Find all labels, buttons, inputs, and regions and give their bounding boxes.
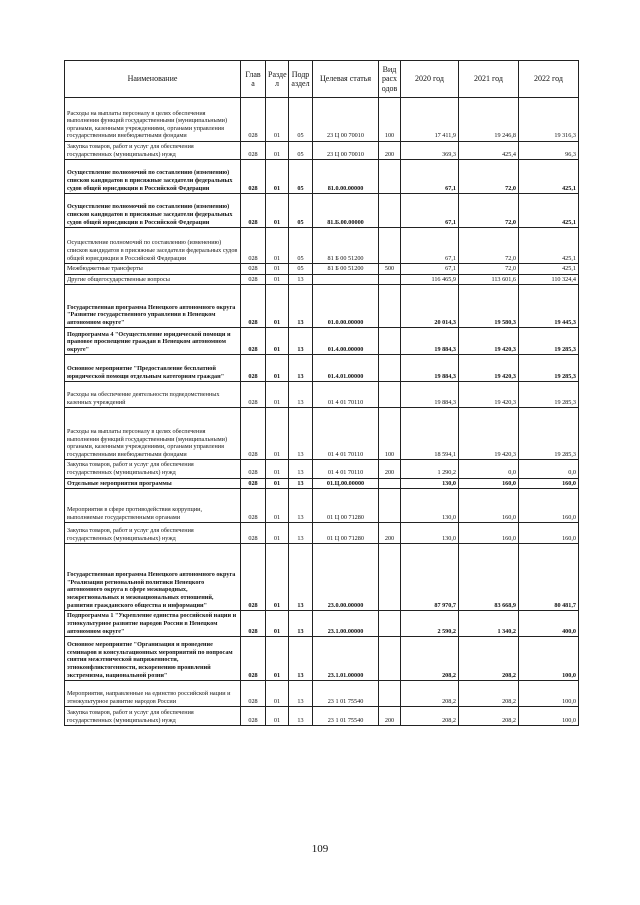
row-value-2020: 87 970,7 bbox=[401, 544, 459, 611]
row-name: Закупка товаров, работ и услуг для обеспечения государственных (муниципальных) нужд bbox=[65, 460, 241, 478]
row-value-2021: 72,0 bbox=[459, 194, 519, 228]
row-glav: 028 bbox=[241, 408, 266, 460]
row-article: 23.1.01.00000 bbox=[313, 637, 379, 681]
row-podrazdel: 05 bbox=[289, 142, 313, 160]
row-vid bbox=[379, 478, 401, 489]
row-value-2021: 72,0 bbox=[459, 160, 519, 194]
row-name: Расходы на выплаты персоналу в целях обеспечения выполнения функций государственными (муниципальными) органами, казенными учреждениями, органами управления государственными внебюджетными фондами bbox=[65, 98, 241, 142]
header-article: Целевая статья bbox=[313, 61, 379, 98]
row-podrazdel: 13 bbox=[289, 408, 313, 460]
row-name: Закупка товаров, работ и услуг для обеспечения государственных (муниципальных) нужд bbox=[65, 523, 241, 544]
row-article: 23.1.00.00000 bbox=[313, 611, 379, 637]
row-razdel: 01 bbox=[266, 274, 289, 285]
table-row bbox=[65, 228, 579, 264]
row-article: 81 Б 00 51200 bbox=[313, 228, 379, 264]
row-vid bbox=[379, 637, 401, 681]
row-value-2022: 160,0 bbox=[519, 478, 579, 489]
row-vid: 100 bbox=[379, 98, 401, 142]
row-razdel: 01 bbox=[266, 681, 289, 707]
table-row bbox=[65, 707, 579, 726]
row-glav: 028 bbox=[241, 98, 266, 142]
row-podrazdel: 13 bbox=[289, 681, 313, 707]
row-value-2020: 2 590,2 bbox=[401, 611, 459, 637]
row-podrazdel: 05 bbox=[289, 98, 313, 142]
row-article: 23 1 01 75540 bbox=[313, 681, 379, 707]
row-value-2022: 160,0 bbox=[519, 523, 579, 544]
table-row bbox=[65, 160, 579, 194]
row-razdel: 01 bbox=[266, 285, 289, 328]
row-article: 81.0.00.00000 bbox=[313, 160, 379, 194]
row-value-2022: 425,1 bbox=[519, 228, 579, 264]
row-name: Межбюджетные трансферты bbox=[65, 264, 241, 275]
row-vid bbox=[379, 285, 401, 328]
row-value-2020: 1 290,2 bbox=[401, 460, 459, 478]
table-row bbox=[65, 681, 579, 707]
table-row bbox=[65, 264, 579, 275]
row-value-2022: 100,0 bbox=[519, 637, 579, 681]
row-glav: 028 bbox=[241, 228, 266, 264]
row-article: 23 Ц 00 70010 bbox=[313, 98, 379, 142]
row-value-2022: 19 285,3 bbox=[519, 408, 579, 460]
header-name: Наименование bbox=[65, 61, 241, 98]
row-razdel: 01 bbox=[266, 544, 289, 611]
row-article: 81.Б.00.00000 bbox=[313, 194, 379, 228]
row-podrazdel: 13 bbox=[289, 355, 313, 382]
row-podrazdel: 13 bbox=[289, 707, 313, 726]
row-value-2021: 19 420,3 bbox=[459, 328, 519, 355]
row-vid: 100 bbox=[379, 408, 401, 460]
row-vid bbox=[379, 228, 401, 264]
row-razdel: 01 bbox=[266, 611, 289, 637]
row-razdel: 01 bbox=[266, 408, 289, 460]
row-glav: 028 bbox=[241, 544, 266, 611]
row-podrazdel: 13 bbox=[289, 637, 313, 681]
row-article: 01.4.00.00000 bbox=[313, 328, 379, 355]
row-vid bbox=[379, 681, 401, 707]
table-row bbox=[65, 637, 579, 681]
row-value-2022: 0,0 bbox=[519, 460, 579, 478]
row-value-2022: 160,0 bbox=[519, 489, 579, 523]
row-name: Подпрограмма 4 "Осуществление юридической помощи и правовое просвещение граждан в Ненецком автономном округе" bbox=[65, 328, 241, 355]
row-value-2022: 19 285,3 bbox=[519, 382, 579, 408]
row-razdel: 01 bbox=[266, 328, 289, 355]
row-value-2021: 19 420,3 bbox=[459, 355, 519, 382]
row-value-2022: 425,1 bbox=[519, 194, 579, 228]
row-glav: 028 bbox=[241, 160, 266, 194]
row-glav: 028 bbox=[241, 328, 266, 355]
row-article: 23.0.00.00000 bbox=[313, 544, 379, 611]
row-vid: 500 bbox=[379, 264, 401, 275]
row-name: Государственная программа Ненецкого автономного округа "Развитие государственного управления в Ненецком автономном округе" bbox=[65, 285, 241, 328]
row-value-2020: 369,3 bbox=[401, 142, 459, 160]
row-article: 01 Ц 00 71280 bbox=[313, 489, 379, 523]
row-value-2020: 67,1 bbox=[401, 194, 459, 228]
row-podrazdel: 13 bbox=[289, 544, 313, 611]
row-value-2021: 19 420,3 bbox=[459, 382, 519, 408]
row-value-2022: 80 481,7 bbox=[519, 544, 579, 611]
row-value-2021: 425,4 bbox=[459, 142, 519, 160]
row-vid: 200 bbox=[379, 523, 401, 544]
row-podrazdel: 13 bbox=[289, 489, 313, 523]
row-razdel: 01 bbox=[266, 523, 289, 544]
row-value-2022: 100,0 bbox=[519, 681, 579, 707]
row-value-2021: 160,0 bbox=[459, 478, 519, 489]
row-razdel: 01 bbox=[266, 98, 289, 142]
row-name: Мероприятия, направленные на единство российской нации и этнокультурное развитие народов России bbox=[65, 681, 241, 707]
row-glav: 028 bbox=[241, 523, 266, 544]
row-value-2020: 208,2 bbox=[401, 681, 459, 707]
row-razdel: 01 bbox=[266, 478, 289, 489]
budget-table-container bbox=[64, 60, 578, 726]
row-vid: 200 bbox=[379, 460, 401, 478]
header-2020: 2020 год bbox=[401, 61, 459, 98]
row-vid bbox=[379, 489, 401, 523]
row-podrazdel: 13 bbox=[289, 274, 313, 285]
row-name: Закупка товаров, работ и услуг для обеспечения государственных (муниципальных) нужд bbox=[65, 707, 241, 726]
row-value-2020: 67,1 bbox=[401, 228, 459, 264]
row-value-2021: 208,2 bbox=[459, 681, 519, 707]
row-value-2021: 160,0 bbox=[459, 489, 519, 523]
row-name: Другие общегосударственные вопросы bbox=[65, 274, 241, 285]
row-glav: 028 bbox=[241, 460, 266, 478]
row-razdel: 01 bbox=[266, 489, 289, 523]
row-value-2022: 19 285,3 bbox=[519, 328, 579, 355]
row-value-2022: 96,3 bbox=[519, 142, 579, 160]
row-value-2021: 19 246,8 bbox=[459, 98, 519, 142]
row-value-2022: 19 285,3 bbox=[519, 355, 579, 382]
row-podrazdel: 13 bbox=[289, 328, 313, 355]
table-row bbox=[65, 611, 579, 637]
row-value-2021: 160,0 bbox=[459, 523, 519, 544]
header-vid: Вид расх одов bbox=[379, 61, 401, 98]
row-value-2020: 208,2 bbox=[401, 707, 459, 726]
row-value-2020: 67,1 bbox=[401, 160, 459, 194]
row-article: 23 1 01 75540 bbox=[313, 707, 379, 726]
row-podrazdel: 05 bbox=[289, 160, 313, 194]
table-row bbox=[65, 382, 579, 408]
row-vid bbox=[379, 194, 401, 228]
row-podrazdel: 13 bbox=[289, 285, 313, 328]
row-razdel: 01 bbox=[266, 460, 289, 478]
row-name: Государственная программа Ненецкого автономного округа "Реализация региональной политики Ненецкого автономного округа в сфере межнародных, межрегиональных и межнациональных отношений, развития гражданского общества и информации" bbox=[65, 544, 241, 611]
row-podrazdel: 05 bbox=[289, 264, 313, 275]
row-value-2021: 1 340,2 bbox=[459, 611, 519, 637]
row-vid: 200 bbox=[379, 707, 401, 726]
row-glav: 028 bbox=[241, 264, 266, 275]
row-value-2021: 113 601,6 bbox=[459, 274, 519, 285]
table-row bbox=[65, 408, 579, 460]
row-value-2021: 208,2 bbox=[459, 637, 519, 681]
row-razdel: 01 bbox=[266, 707, 289, 726]
row-glav: 028 bbox=[241, 611, 266, 637]
row-podrazdel: 05 bbox=[289, 228, 313, 264]
table-body bbox=[65, 98, 579, 726]
table-row bbox=[65, 478, 579, 489]
row-value-2022: 425,1 bbox=[519, 264, 579, 275]
row-value-2022: 19 445,3 bbox=[519, 285, 579, 328]
row-razdel: 01 bbox=[266, 142, 289, 160]
table-row bbox=[65, 328, 579, 355]
row-vid bbox=[379, 328, 401, 355]
row-name: Отдельные мероприятия программы bbox=[65, 478, 241, 489]
row-glav: 028 bbox=[241, 142, 266, 160]
row-razdel: 01 bbox=[266, 355, 289, 382]
row-glav: 028 bbox=[241, 707, 266, 726]
row-article: 01.4.01.00000 bbox=[313, 355, 379, 382]
row-razdel: 01 bbox=[266, 194, 289, 228]
budget-table bbox=[64, 60, 579, 726]
row-article: 01 4 01 70110 bbox=[313, 460, 379, 478]
row-name: Осуществление полномочий по составлению (изменению) списков кандидатов в присяжные заседатели федеральных судов общей юрисдикции в Российской Федерации bbox=[65, 194, 241, 228]
row-podrazdel: 13 bbox=[289, 523, 313, 544]
row-value-2020: 17 411,9 bbox=[401, 98, 459, 142]
row-glav: 028 bbox=[241, 489, 266, 523]
row-podrazdel: 13 bbox=[289, 478, 313, 489]
row-name: Основное мероприятие "Предоставление бесплатной юридической помощи отдельным категориям граждан" bbox=[65, 355, 241, 382]
table-row bbox=[65, 489, 579, 523]
row-value-2022: 19 316,3 bbox=[519, 98, 579, 142]
row-value-2021: 72,0 bbox=[459, 264, 519, 275]
row-value-2020: 130,0 bbox=[401, 523, 459, 544]
row-name: Расходы на выплаты персоналу в целях обеспечения выполнения функций государственными (муниципальными) органами, казенными учреждениями, органами управления государственными внебюджетными фондами bbox=[65, 408, 241, 460]
row-value-2020: 67,1 bbox=[401, 264, 459, 275]
row-name: Закупка товаров, работ и услуг для обеспечения государственных (муниципальных) нужд bbox=[65, 142, 241, 160]
row-value-2020: 130,0 bbox=[401, 489, 459, 523]
row-article bbox=[313, 274, 379, 285]
row-glav: 028 bbox=[241, 637, 266, 681]
row-glav: 028 bbox=[241, 681, 266, 707]
row-value-2020: 20 014,3 bbox=[401, 285, 459, 328]
table-header-row bbox=[65, 61, 579, 98]
row-value-2022: 100,0 bbox=[519, 707, 579, 726]
row-razdel: 01 bbox=[266, 637, 289, 681]
row-value-2021: 0,0 bbox=[459, 460, 519, 478]
table-row bbox=[65, 523, 579, 544]
row-vid bbox=[379, 382, 401, 408]
header-podrazdel: Подр аздел bbox=[289, 61, 313, 98]
row-podrazdel: 13 bbox=[289, 382, 313, 408]
row-razdel: 01 bbox=[266, 264, 289, 275]
row-value-2022: 400,0 bbox=[519, 611, 579, 637]
header-2021: 2021 год bbox=[459, 61, 519, 98]
row-value-2020: 19 884,3 bbox=[401, 382, 459, 408]
row-value-2020: 208,2 bbox=[401, 637, 459, 681]
row-value-2021: 19 420,3 bbox=[459, 408, 519, 460]
row-razdel: 01 bbox=[266, 382, 289, 408]
row-value-2022: 110 324,4 bbox=[519, 274, 579, 285]
row-glav: 028 bbox=[241, 382, 266, 408]
row-podrazdel: 13 bbox=[289, 611, 313, 637]
row-vid bbox=[379, 274, 401, 285]
row-vid bbox=[379, 355, 401, 382]
row-glav: 028 bbox=[241, 274, 266, 285]
table-row bbox=[65, 142, 579, 160]
table-row bbox=[65, 544, 579, 611]
row-value-2020: 19 884,3 bbox=[401, 355, 459, 382]
row-article: 01.Ц.00.00000 bbox=[313, 478, 379, 489]
header-razdel: Разде л bbox=[266, 61, 289, 98]
page-number: 109 bbox=[311, 843, 329, 855]
row-value-2021: 208,2 bbox=[459, 707, 519, 726]
row-vid bbox=[379, 160, 401, 194]
row-value-2020: 116 465,9 bbox=[401, 274, 459, 285]
row-article: 81 Б 00 51200 bbox=[313, 264, 379, 275]
row-value-2022: 425,1 bbox=[519, 160, 579, 194]
row-article: 01 4 01 70110 bbox=[313, 382, 379, 408]
row-value-2020: 130,0 bbox=[401, 478, 459, 489]
row-value-2020: 19 884,3 bbox=[401, 328, 459, 355]
row-podrazdel: 05 bbox=[289, 194, 313, 228]
table-row bbox=[65, 355, 579, 382]
row-name: Основное мероприятие "Организация и проведение семинаров и консультационных мероприятий по вопросам снятия межэтнической напряженности, этноконфликтогенности, искоренению проявлений экстремизма, национальной розни" bbox=[65, 637, 241, 681]
row-name: Осуществление полномочий по составлению (изменению) списков кандидатов в присяжные заседатели федеральных судов общей юрисдикции в Российской Федерации bbox=[65, 228, 241, 264]
row-name: Мероприятия в сфере противодействия коррупции, выполняемые государственными органами bbox=[65, 489, 241, 523]
header-2022: 2022 год bbox=[519, 61, 579, 98]
row-value-2020: 18 594,1 bbox=[401, 408, 459, 460]
row-name: Подпрограмма 1 "Укрепление единства российской нации и этнокультурное развитие народов России в Ненецком автономном округе" bbox=[65, 611, 241, 637]
row-name: Расходы на обеспечение деятельности подведомственных казенных учреждений bbox=[65, 382, 241, 408]
row-glav: 028 bbox=[241, 355, 266, 382]
row-article: 01 Ц 00 71280 bbox=[313, 523, 379, 544]
row-glav: 028 bbox=[241, 285, 266, 328]
row-razdel: 01 bbox=[266, 228, 289, 264]
row-value-2021: 72,0 bbox=[459, 228, 519, 264]
row-article: 01 4 01 70110 bbox=[313, 408, 379, 460]
row-vid bbox=[379, 544, 401, 611]
row-podrazdel: 13 bbox=[289, 460, 313, 478]
row-article: 23 Ц 00 70010 bbox=[313, 142, 379, 160]
row-glav: 028 bbox=[241, 194, 266, 228]
row-glav: 028 bbox=[241, 478, 266, 489]
table-row bbox=[65, 98, 579, 142]
row-value-2021: 83 668,9 bbox=[459, 544, 519, 611]
table-row bbox=[65, 274, 579, 285]
row-vid: 200 bbox=[379, 142, 401, 160]
row-article: 01.0.00.00000 bbox=[313, 285, 379, 328]
row-razdel: 01 bbox=[266, 160, 289, 194]
table-row bbox=[65, 194, 579, 228]
table-row bbox=[65, 285, 579, 328]
row-vid bbox=[379, 611, 401, 637]
row-value-2021: 19 580,3 bbox=[459, 285, 519, 328]
header-glav: Глав а bbox=[241, 61, 266, 98]
table-row bbox=[65, 460, 579, 478]
row-name: Осуществление полномочий по составлению (изменению) списков кандидатов в присяжные заседатели федеральных судов общей юрисдикции в Российской Федерации bbox=[65, 160, 241, 194]
